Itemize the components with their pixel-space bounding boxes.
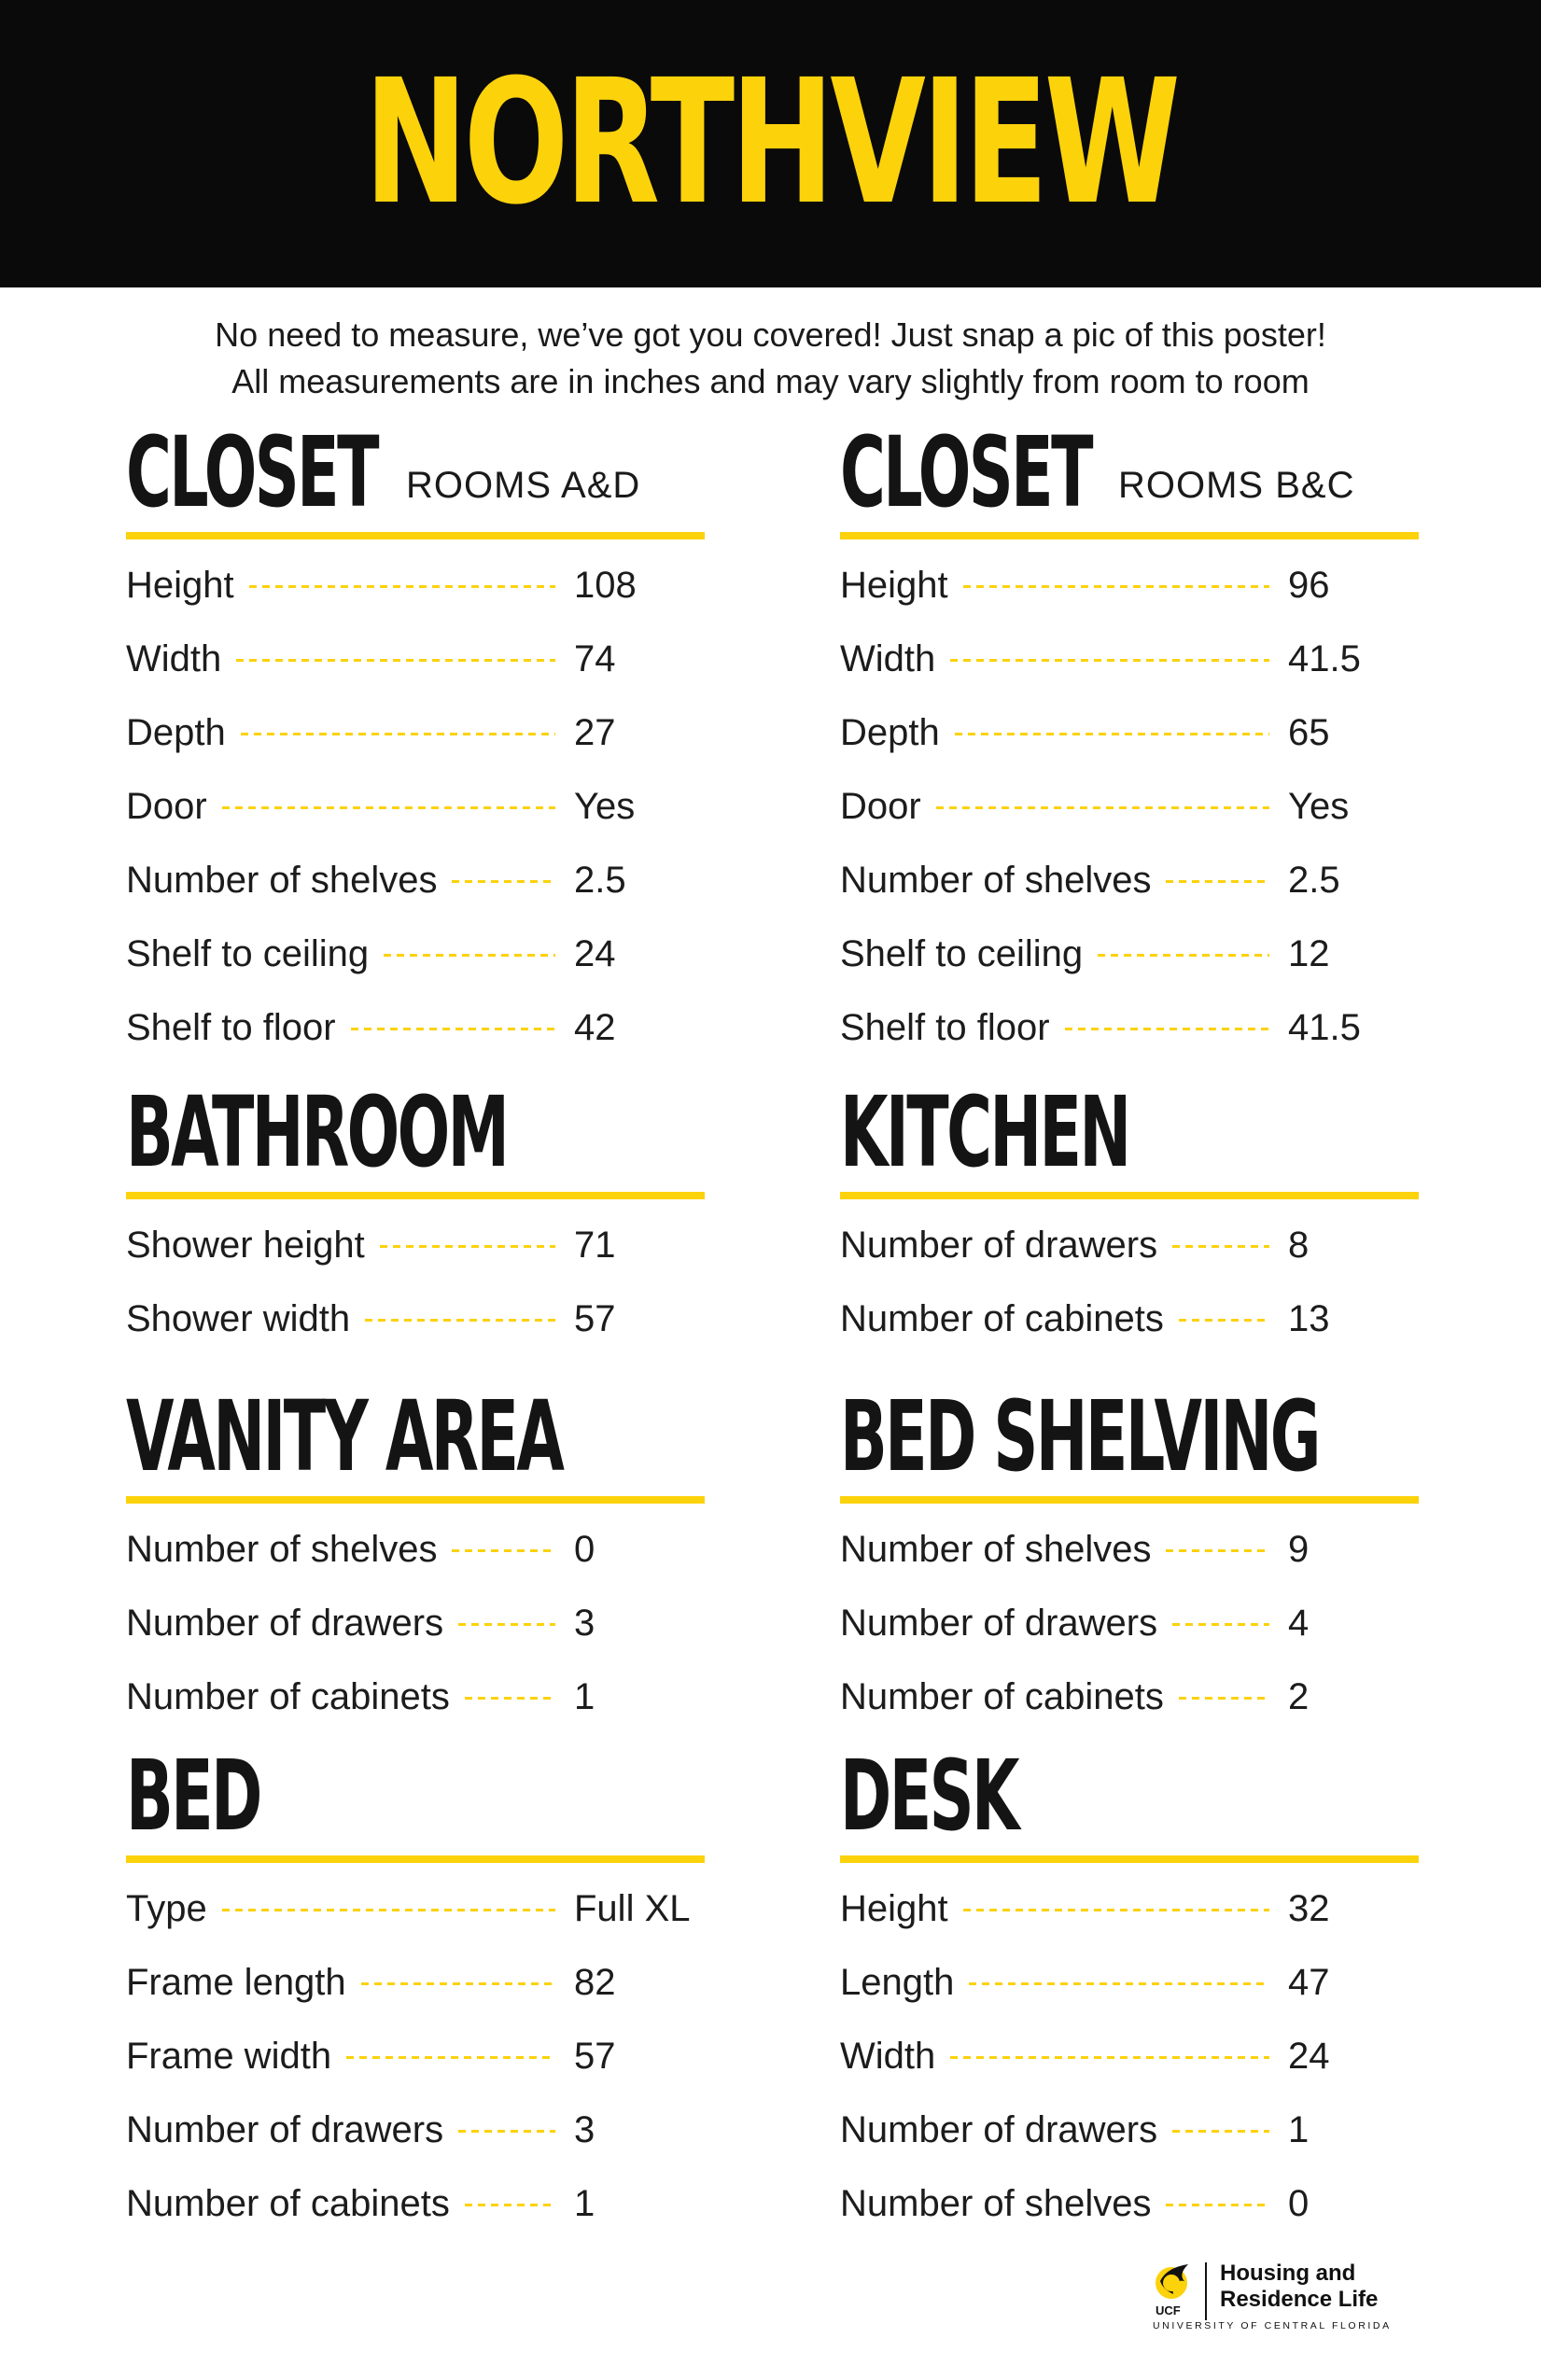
measurement-label: Shelf to floor [126,1007,336,1048]
leader-dashes [351,1028,555,1030]
section-rows [840,1872,1437,2241]
ucf-mark: UCF [1156,2303,1181,2317]
measurement-value: 2 [1288,1676,1310,1717]
leader-dashes [465,2204,555,2206]
measurement-value: 108 [574,565,637,606]
section-header [840,1075,1419,1194]
leader-dashes [222,806,555,809]
measurement-value: 27 [574,712,616,753]
leader-dashes [963,1909,1269,1911]
section-rows [840,549,1437,1065]
intro-line-1: No need to measure, we’ve got you covered! Just snap a pic of this poster! [215,315,1326,354]
measurement-value: 4 [1288,1603,1310,1644]
leader-dashes [458,2130,555,2133]
section-title: BED [126,1739,260,1853]
logo-divider [1205,2262,1207,2320]
measurement-row [840,1209,1437,1282]
measurement-label: Number of shelves [126,860,438,901]
section-title: BED SHELVING [840,1379,1319,1493]
leader-dashes [1166,1549,1269,1552]
measurement-label: Height [126,565,234,606]
section-rule [840,1192,1419,1199]
leader-dashes [236,659,555,662]
section-rows [840,1513,1437,1734]
section-rule [840,1855,1419,1863]
measurement-label: Height [840,565,948,606]
section-rule [840,532,1419,539]
measurement-label: Number of shelves [840,1529,1152,1570]
section-rows [126,1872,723,2241]
measurement-value: 8 [1288,1225,1310,1266]
measurement-value: 3 [574,2109,595,2150]
measurement-row [126,917,723,991]
measurement-value: 1 [574,1676,595,1717]
measurement-value: 0 [1288,2183,1310,2224]
measurement-value: 42 [574,1007,616,1048]
measurement-row [840,844,1437,917]
measurement-row [126,2020,723,2093]
measurement-value: 47 [1288,1962,1330,2003]
leader-dashes [458,1623,555,1626]
measurement-row [126,1587,723,1660]
measurement-value: 57 [574,2036,616,2077]
measurement-value: 96 [1288,565,1330,606]
leader-dashes [361,1982,555,1985]
measurement-label: Frame width [126,2036,332,2077]
measurement-value: 74 [574,638,616,679]
leader-dashes [963,585,1269,588]
measurement-value: 1 [1288,2109,1310,2150]
measurement-value: 2.5 [574,860,626,901]
measurement-label: Width [840,638,936,679]
measurement-label: Number of drawers [126,1603,444,1644]
section-title: BATHROOM [126,1075,508,1189]
measurement-label: Number of drawers [840,2109,1158,2150]
measurement-label: Number of cabinets [840,1298,1164,1339]
measurement-value: Full XL [574,1888,691,1929]
measurement-label: Depth [840,712,940,753]
section-rows [126,1513,723,1734]
leader-dashes [1172,2130,1269,2133]
section-header [126,415,705,534]
measurement-row [840,1946,1437,2020]
measurement-row [840,1872,1437,1946]
section-header [840,1379,1419,1498]
measurement-row [126,2167,723,2241]
measurement-row [840,1513,1437,1587]
measurement-value: Yes [574,786,636,827]
measurement-label: Shower height [126,1225,365,1266]
measurement-value: 9 [1288,1529,1310,1570]
measurement-row [126,1513,723,1587]
section-subtitle: ROOMS B&C [1118,465,1355,506]
measurement-value: 13 [1288,1298,1330,1339]
leader-dashes [222,1909,555,1911]
measurement-value: 24 [574,933,616,974]
measurement-value: 71 [574,1225,616,1266]
measurement-label: Depth [126,712,226,753]
measurement-value: 41.5 [1288,638,1361,679]
leader-dashes [241,733,555,735]
measurement-label: Length [840,1962,955,2003]
leader-dashes [1065,1028,1269,1030]
measurement-label: Type [126,1888,207,1929]
measurement-row [840,770,1437,844]
measurement-value: 2.5 [1288,860,1340,901]
leader-dashes [1166,2204,1269,2206]
section-rule [126,1496,705,1504]
pegasus-icon [1153,2261,1194,2302]
measurement-row [126,1209,723,1282]
measurement-row [126,1660,723,1734]
section-header [126,1075,705,1194]
measurement-label: Shelf to ceiling [126,933,370,974]
measurement-value: 0 [574,1529,595,1570]
logo-line-2: Residence Life [1220,2287,1379,2312]
section-header [126,1379,705,1498]
leader-dashes [380,1245,555,1248]
measurement-row [126,696,723,770]
measurement-value: 41.5 [1288,1007,1361,1048]
section-header [126,1739,705,1857]
section-title: KITCHEN [840,1075,1129,1189]
measurement-label: Number of drawers [840,1603,1158,1644]
measurement-row [126,770,723,844]
measurement-row [840,2020,1437,2093]
measurement-row [126,2093,723,2167]
measurement-label: Number of drawers [840,1225,1158,1266]
section-header [840,415,1419,534]
leader-dashes [465,1697,555,1700]
section-title: DESK [840,1739,1017,1853]
leader-dashes [955,733,1269,735]
leader-dashes [950,2056,1269,2059]
measurement-value: 82 [574,1962,616,2003]
section-rows [126,1209,723,1356]
measurement-row [126,1872,723,1946]
measurement-row [126,549,723,623]
measurement-row [126,1282,723,1356]
measurement-row [840,1660,1437,1734]
leader-dashes [950,659,1269,662]
leader-dashes [452,1549,555,1552]
measurement-row [840,549,1437,623]
measurement-label: Number of cabinets [126,2183,450,2224]
measurement-row [840,2167,1437,2241]
measurement-label: Door [840,786,921,827]
measurement-row [840,2093,1437,2167]
section-rule [126,1192,705,1199]
intro-line-2: All measurements are in inches and may vary slightly from room to room [231,362,1310,400]
measurement-label: Height [840,1888,948,1929]
measurement-value: 1 [574,2183,595,2224]
leader-dashes [1172,1245,1269,1248]
measurement-value: 3 [574,1603,595,1644]
measurement-row [126,623,723,696]
measurement-row [126,1946,723,2020]
measurement-value: 65 [1288,712,1330,753]
measurement-row [840,917,1437,991]
section-rule [126,1855,705,1863]
section-header [840,1739,1419,1857]
measurement-label: Width [840,2036,936,2077]
header-banner [0,0,1541,287]
section-rows [840,1209,1437,1356]
logo-line-1: Housing and [1220,2261,1356,2286]
logo-text [1220,2261,1378,2313]
leader-dashes [1166,880,1269,883]
university-name: UNIVERSITY OF CENTRAL FLORIDA [1153,2320,1392,2331]
measurement-label: Shelf to ceiling [840,933,1084,974]
ucf-housing-logo [1153,2257,1433,2331]
section-title: CLOSET [126,415,377,529]
measurement-row [840,1282,1437,1356]
measurement-row [840,696,1437,770]
measurement-label: Number of drawers [126,2109,444,2150]
measurement-label: Number of shelves [840,2183,1152,2224]
leader-dashes [346,2056,555,2059]
measurement-value: 32 [1288,1888,1330,1929]
leader-dashes [1179,1319,1269,1322]
measurement-row [126,991,723,1065]
measurement-row [840,623,1437,696]
measurement-label: Frame length [126,1962,346,2003]
measurement-value: Yes [1288,786,1350,827]
measurement-value: 57 [574,1298,616,1339]
leader-dashes [1172,1623,1269,1626]
section-title: CLOSET [840,415,1091,529]
leader-dashes [1179,1697,1269,1700]
measurement-label: Width [126,638,222,679]
measurement-label: Shower width [126,1298,351,1339]
measurement-row [126,844,723,917]
leader-dashes [936,806,1269,809]
page-title: NORTHVIEW [364,43,1177,243]
leader-dashes [384,954,555,957]
measurement-row [840,991,1437,1065]
measurement-label: Shelf to floor [840,1007,1050,1048]
section-rule [840,1496,1419,1504]
measurement-label: Number of shelves [840,860,1152,901]
measurement-label: Number of cabinets [840,1676,1164,1717]
leader-dashes [1098,954,1269,957]
measurement-label: Number of cabinets [126,1676,450,1717]
leader-dashes [452,880,555,883]
leader-dashes [249,585,555,588]
section-rule [126,532,705,539]
measurement-row [840,1587,1437,1660]
measurement-value: 24 [1288,2036,1330,2077]
leader-dashes [365,1319,555,1322]
measurement-label: Door [126,786,207,827]
section-subtitle: ROOMS A&D [406,465,641,506]
leader-dashes [969,1982,1269,1985]
measurement-value: 12 [1288,933,1330,974]
section-title: VANITY AREA [126,1379,563,1493]
measurement-label: Number of shelves [126,1529,438,1570]
section-rows [126,549,723,1065]
